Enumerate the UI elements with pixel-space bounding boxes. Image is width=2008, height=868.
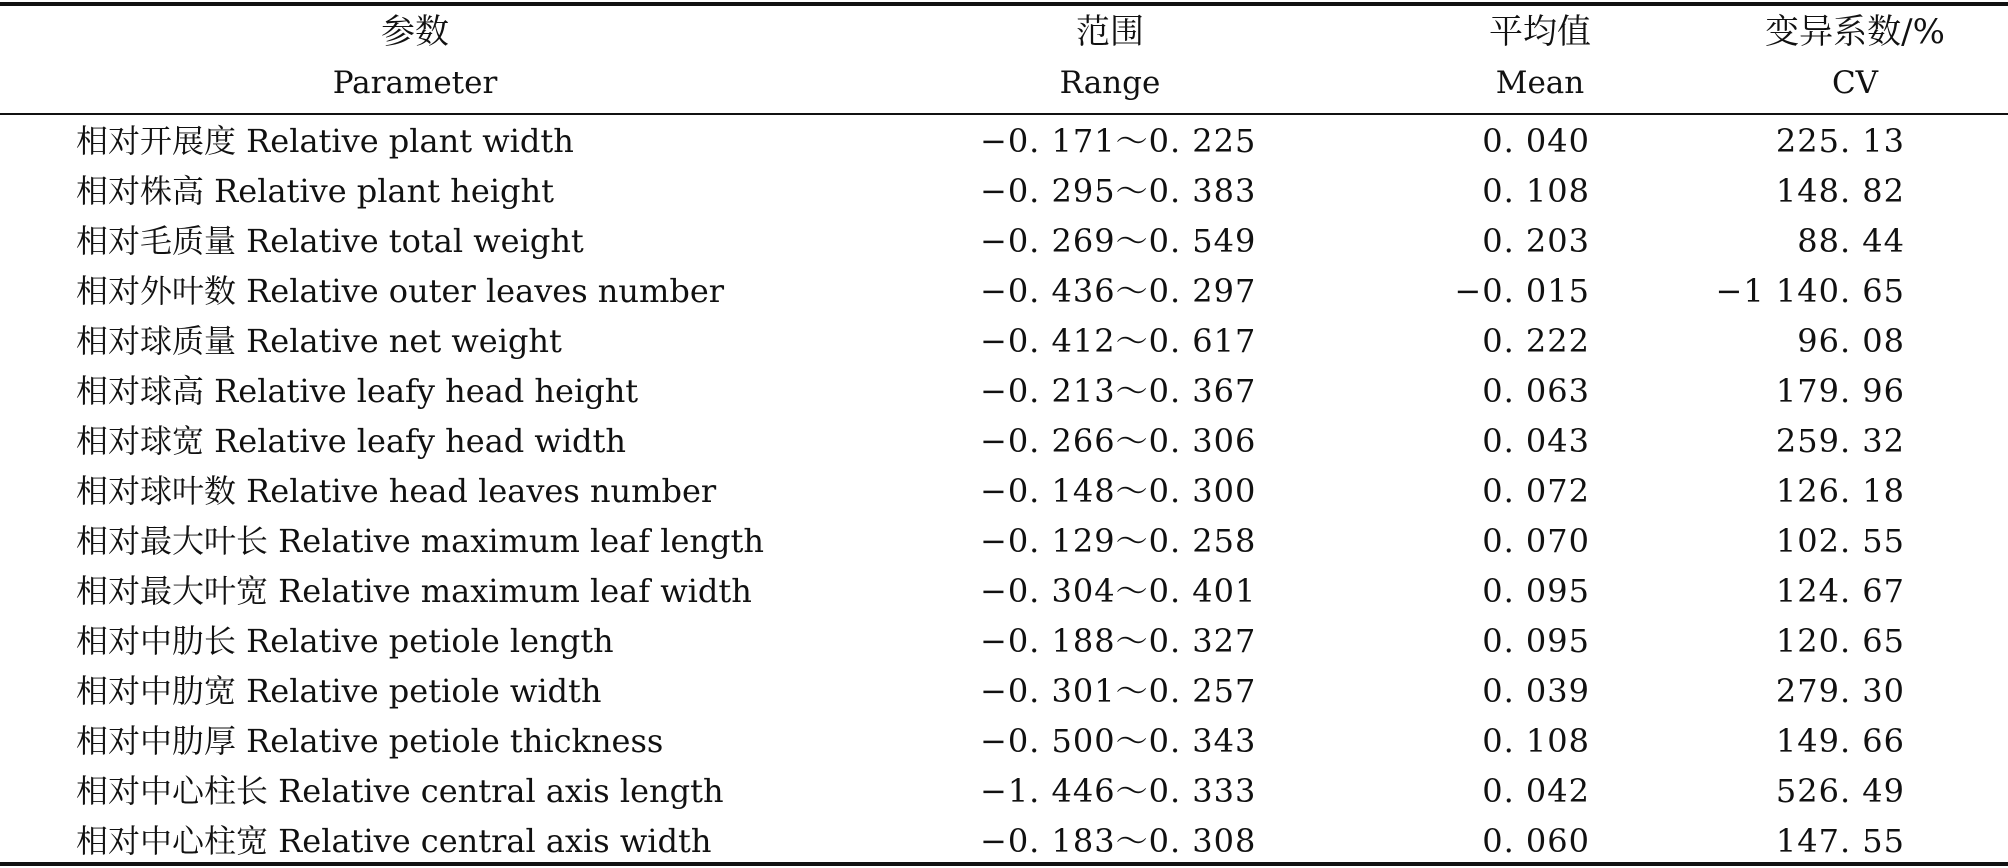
table-bottom-rule xyxy=(0,862,2008,866)
cv-cell: 120. 65 xyxy=(1775,622,1905,660)
parameter-cell: 相对中心柱长 Relative central axis length xyxy=(76,772,724,810)
range-cell: −0. 129～0. 258 xyxy=(980,522,1257,560)
table-row xyxy=(0,166,2008,216)
mean-cell: 0. 108 xyxy=(1482,722,1590,760)
table-row xyxy=(0,716,2008,766)
parameter-cell: 相对最大叶长 Relative maximum leaf length xyxy=(76,522,764,560)
table-row xyxy=(0,566,2008,616)
parameter-cell: 相对中肋宽 Relative petiole width xyxy=(76,672,602,710)
cv-cell: 96. 08 xyxy=(1797,322,1905,360)
header-mean-zh: 平均值 xyxy=(1489,12,1591,52)
header-mean-en: Mean xyxy=(1495,65,1585,101)
cv-cell: 148. 82 xyxy=(1775,172,1905,210)
cv-cell: 179. 96 xyxy=(1775,372,1905,410)
range-cell: −0. 269～0. 549 xyxy=(980,222,1257,260)
range-cell: −0. 436～0. 297 xyxy=(980,272,1257,310)
table-row xyxy=(0,766,2008,816)
range-cell: −0. 304～0. 401 xyxy=(980,572,1257,610)
range-cell: −0. 412～0. 617 xyxy=(980,322,1257,360)
mean-cell: 0. 042 xyxy=(1482,772,1590,810)
mean-cell: 0. 040 xyxy=(1482,122,1590,160)
parameter-cell: 相对毛质量 Relative total weight xyxy=(76,222,584,260)
parameter-cell: 相对最大叶宽 Relative maximum leaf width xyxy=(76,572,752,610)
cv-cell: 147. 55 xyxy=(1775,822,1905,860)
header-parameter-zh: 参数 xyxy=(381,12,449,52)
parameter-cell: 相对外叶数 Relative outer leaves number xyxy=(76,272,725,310)
parameter-cell: 相对中肋长 Relative petiole length xyxy=(76,622,614,660)
range-cell: −0. 500～0. 343 xyxy=(980,722,1257,760)
cv-cell: 526. 49 xyxy=(1775,772,1905,810)
parameter-cell: 相对球宽 Relative leafy head width xyxy=(76,422,627,460)
parameter-cell: 相对中肋厚 Relative petiole thickness xyxy=(76,722,664,760)
cv-cell: 124. 67 xyxy=(1775,572,1905,610)
header-cv-en: CV xyxy=(1831,65,1879,101)
table-row xyxy=(0,216,2008,266)
range-cell: −0. 266～0. 306 xyxy=(980,422,1257,460)
cv-cell: 126. 18 xyxy=(1775,472,1905,510)
mean-cell: 0. 222 xyxy=(1482,322,1590,360)
header-parameter-en: Parameter xyxy=(332,65,498,101)
mean-cell: 0. 095 xyxy=(1482,622,1590,660)
table-row xyxy=(0,466,2008,516)
table-top-rule xyxy=(0,2,2008,6)
cv-cell: −1 140. 65 xyxy=(1715,272,1905,310)
cv-cell: 88. 44 xyxy=(1797,222,1905,260)
range-cell: −0. 183～0. 308 xyxy=(980,822,1257,860)
mean-cell: 0. 039 xyxy=(1482,672,1590,710)
header-range-zh: 范围 xyxy=(1076,12,1144,52)
cv-cell: 149. 66 xyxy=(1775,722,1905,760)
mean-cell: 0. 072 xyxy=(1482,472,1590,510)
header-cv-zh: 变异系数/% xyxy=(1765,12,1945,52)
table-row xyxy=(0,416,2008,466)
parameter-cell: 相对开展度 Relative plant width xyxy=(76,122,574,160)
range-cell: −0. 148～0. 300 xyxy=(980,472,1257,510)
parameter-cell: 相对球质量 Relative net weight xyxy=(76,322,562,360)
table-header-rule xyxy=(0,113,2008,115)
table-row xyxy=(0,816,2008,866)
parameter-cell: 相对株高 Relative plant height xyxy=(76,172,554,210)
table-row xyxy=(0,116,2008,166)
mean-cell: 0. 043 xyxy=(1482,422,1590,460)
parameter-cell: 相对球叶数 Relative head leaves number xyxy=(76,472,717,510)
cv-cell: 102. 55 xyxy=(1775,522,1905,560)
table-row xyxy=(0,266,2008,316)
cv-cell: 225. 13 xyxy=(1775,122,1905,160)
mean-cell: 0. 060 xyxy=(1482,822,1590,860)
table-row xyxy=(0,666,2008,716)
cv-cell: 279. 30 xyxy=(1775,672,1905,710)
table-row xyxy=(0,616,2008,666)
range-cell: −0. 213～0. 367 xyxy=(980,372,1257,410)
range-cell: −0. 188～0. 327 xyxy=(980,622,1257,660)
parameter-cell: 相对中心柱宽 Relative central axis width xyxy=(76,822,712,860)
mean-cell: 0. 063 xyxy=(1482,372,1590,410)
cv-cell: 259. 32 xyxy=(1775,422,1905,460)
mean-cell: 0. 070 xyxy=(1482,522,1590,560)
parameter-cell: 相对球高 Relative leafy head height xyxy=(76,372,639,410)
header-range-en: Range xyxy=(1059,65,1161,101)
table-row xyxy=(0,316,2008,366)
table-row xyxy=(0,516,2008,566)
table-row xyxy=(0,366,2008,416)
mean-cell: 0. 095 xyxy=(1482,572,1590,610)
mean-cell: 0. 203 xyxy=(1482,222,1590,260)
range-cell: −0. 171～0. 225 xyxy=(980,122,1257,160)
range-cell: −0. 295～0. 383 xyxy=(980,172,1257,210)
range-cell: −1. 446～0. 333 xyxy=(980,772,1257,810)
mean-cell: 0. 108 xyxy=(1482,172,1590,210)
mean-cell: −0. 015 xyxy=(1454,272,1590,310)
range-cell: −0. 301～0. 257 xyxy=(980,672,1257,710)
